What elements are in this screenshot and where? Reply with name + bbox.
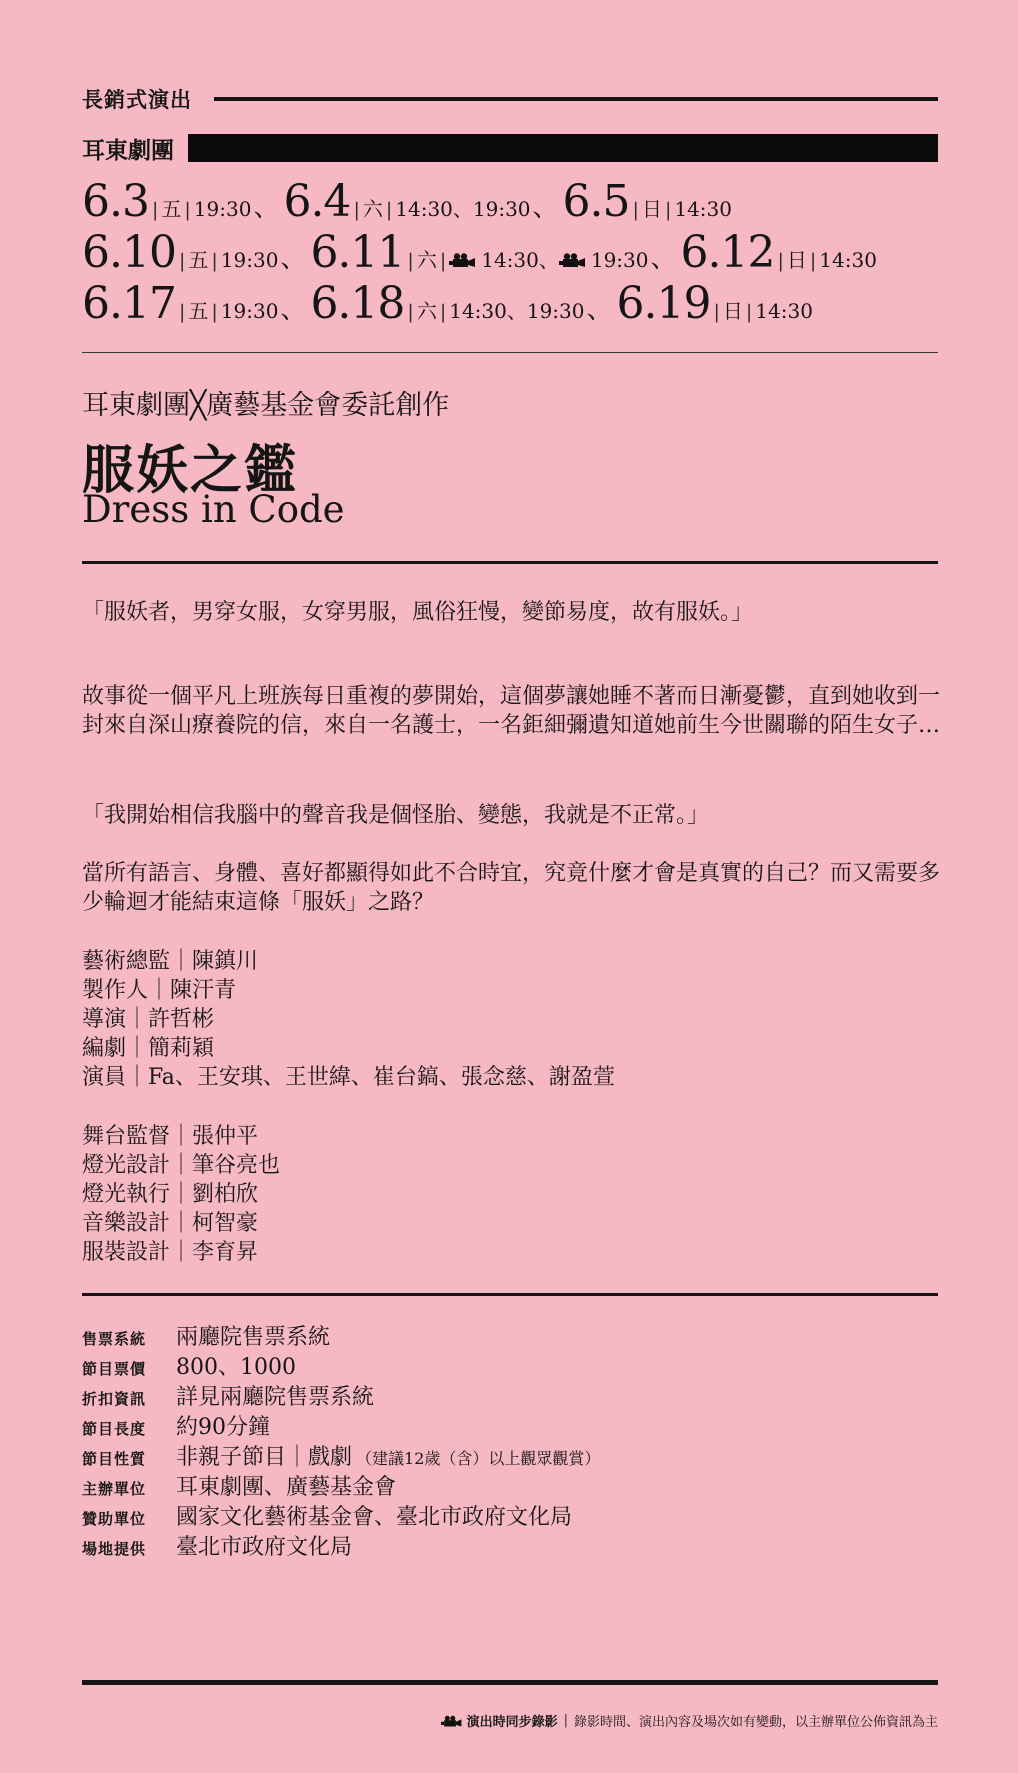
date: 6.10 — [82, 227, 176, 278]
credit-line: 服裝設計｜李育昇 — [82, 1240, 259, 1265]
film-camera-icon — [559, 253, 587, 267]
opening-quote: 「服妖者，男穿女服，女穿男服，風俗狂慢，變節易度，故有服妖。」 — [82, 600, 754, 625]
divider — [82, 1293, 938, 1296]
weekday: 五 — [188, 299, 209, 323]
age-recommendation: （建議12歲（含）以上觀眾觀賞） — [356, 1449, 601, 1468]
credit-line: 導演｜許哲彬 — [82, 1007, 215, 1032]
show-time-recorded: 19:30 — [590, 248, 649, 272]
troupe-line — [82, 132, 938, 164]
schedule-row: 6.3 | 五 | 19:30 、 6.4 | 六 | 14:30、19:30 、 6.5 | 日 | 14:30 — [82, 176, 732, 227]
date: 6.11 — [310, 227, 405, 278]
show-times: 14:30、19:30 — [449, 299, 585, 323]
info-key: 折扣資訊 — [82, 1390, 147, 1408]
weekday: 日 — [641, 197, 662, 221]
credit-line: 製作人｜陳汗青 — [82, 978, 237, 1003]
date: 6.3 — [82, 176, 149, 227]
info-table — [82, 1320, 600, 1560]
date: 6.4 — [283, 176, 351, 227]
info-value: 臺北市政府文化局 — [176, 1535, 353, 1560]
date: 6.12 — [680, 227, 775, 278]
credit-line: 演員｜Fa、王安琪、王世緯、崔台鎬、張念慈、謝盈萱 — [82, 1065, 615, 1090]
info-key: 場地提供 — [82, 1540, 147, 1558]
date: 6.17 — [82, 278, 176, 329]
show-times: 19:30 — [193, 197, 252, 221]
credit-line: 燈光設計｜筆谷亮也 — [82, 1153, 281, 1178]
info-value: 耳東劇團、廣藝基金會 — [176, 1475, 397, 1500]
info-value: 800、1000 — [176, 1355, 296, 1380]
credit-line: 音樂設計｜柯智豪 — [82, 1211, 259, 1236]
info-key: 節目長度 — [82, 1420, 147, 1438]
info-row — [82, 1320, 600, 1350]
recording-note: 演出時同步錄影 | 錄影時間、演出內容及場次如有變動，以主辦單位公佈資訊為主 — [441, 1711, 938, 1730]
weekday: 五 — [188, 248, 209, 272]
weekday: 日 — [786, 248, 807, 272]
info-value: 兩廳院售票系統 — [176, 1325, 331, 1350]
title-english: Dress in Code — [82, 488, 345, 531]
credit-line: 燈光執行｜劉柏欣 — [82, 1182, 259, 1207]
info-key: 主辦單位 — [82, 1480, 147, 1498]
film-camera-icon — [441, 1715, 463, 1727]
weekday: 日 — [722, 299, 743, 323]
info-key: 節目性質 — [82, 1450, 147, 1468]
credits-design — [82, 1122, 280, 1267]
info-row — [82, 1470, 600, 1500]
divider — [82, 352, 938, 353]
info-row — [82, 1410, 600, 1440]
schedule-row: 6.17 | 五 | 19:30 、 6.18 | 六 | 14:30、19:30 、 6.19 | 日 | 14:30 — [82, 278, 813, 329]
info-value: 約90分鐘 — [176, 1415, 270, 1440]
divider — [82, 561, 938, 564]
info-key: 贊助單位 — [82, 1510, 147, 1528]
recording-disclaimer: 錄影時間、演出內容及場次如有變動，以主辦單位公佈資訊為主 — [573, 1715, 938, 1730]
date: 6.19 — [616, 278, 711, 329]
info-value: 國家文化藝術基金會、臺北市政府文化局 — [176, 1505, 573, 1530]
info-row — [82, 1530, 600, 1560]
info-key: 節目票價 — [82, 1360, 147, 1378]
recording-label: 演出時同步錄影 — [466, 1715, 558, 1730]
show-times: 14:30 — [674, 197, 732, 221]
info-row — [82, 1380, 600, 1410]
info-key: 售票系統 — [82, 1330, 147, 1348]
credit-line: 編劇｜簡莉穎 — [82, 1036, 215, 1061]
section-rule — [214, 97, 938, 101]
show-times: 14:30 — [819, 248, 877, 272]
info-value: 非親子節目｜戲劇 — [176, 1445, 353, 1470]
section-label: 長銷式演出 — [82, 88, 192, 112]
schedule-row: 6.10 | 五 | 19:30 、 6.11 | 六 | 14:30 、 19:30 、 6.12 | 日 | 14:30 — [82, 227, 877, 278]
synopsis: 故事從一個平凡上班族每日重複的夢開始，這個夢讓她睡不著而日漸憂鬱，直到她收到一封來自深山療養院的信，來自一名護士，一名鉅細彌遺知道她前生今世關聯的陌生女子… — [82, 684, 941, 738]
show-times: 19:30 — [220, 248, 279, 272]
question-paragraph: 當所有語言、身體、喜好都顯得如此不合時宜，究竟什麼才會是真實的自己？而又需要多少輪迴才能結束這條「服妖」之路？ — [82, 861, 941, 915]
troupe-name: 耳東劇團 — [82, 136, 174, 164]
film-camera-icon — [449, 253, 477, 267]
weekday: 六 — [416, 248, 437, 272]
date: 6.18 — [310, 278, 405, 329]
show-time-recorded: 14:30 — [481, 248, 539, 272]
show-times: 14:30、19:30 — [395, 197, 531, 221]
credit-line: 舞台監督｜張仲平 — [82, 1124, 259, 1149]
weekday: 六 — [362, 197, 383, 221]
section-header — [82, 84, 938, 114]
character-quote: 「我開始相信我腦中的聲音我是個怪胎、變態，我就是不正常。」 — [82, 803, 710, 828]
credit-line: 藝術總監｜陳鎮川 — [82, 949, 259, 974]
schedule — [82, 176, 938, 329]
info-row — [82, 1350, 600, 1380]
info-row — [82, 1500, 600, 1530]
date: 6.5 — [562, 176, 630, 227]
weekday: 六 — [416, 299, 437, 323]
credits-creative — [82, 947, 615, 1092]
info-row — [82, 1440, 600, 1470]
title-chinese: 服妖之鑑 — [82, 440, 299, 501]
divider — [82, 1680, 938, 1685]
troupe-black-bar — [188, 134, 938, 162]
commission-line: 耳東劇團╳廣藝基金會委託創作 — [82, 390, 450, 421]
weekday: 五 — [161, 197, 182, 221]
info-value: 詳見兩廳院售票系統 — [176, 1385, 375, 1410]
show-times: 14:30 — [755, 299, 813, 323]
show-times: 19:30 — [220, 299, 279, 323]
